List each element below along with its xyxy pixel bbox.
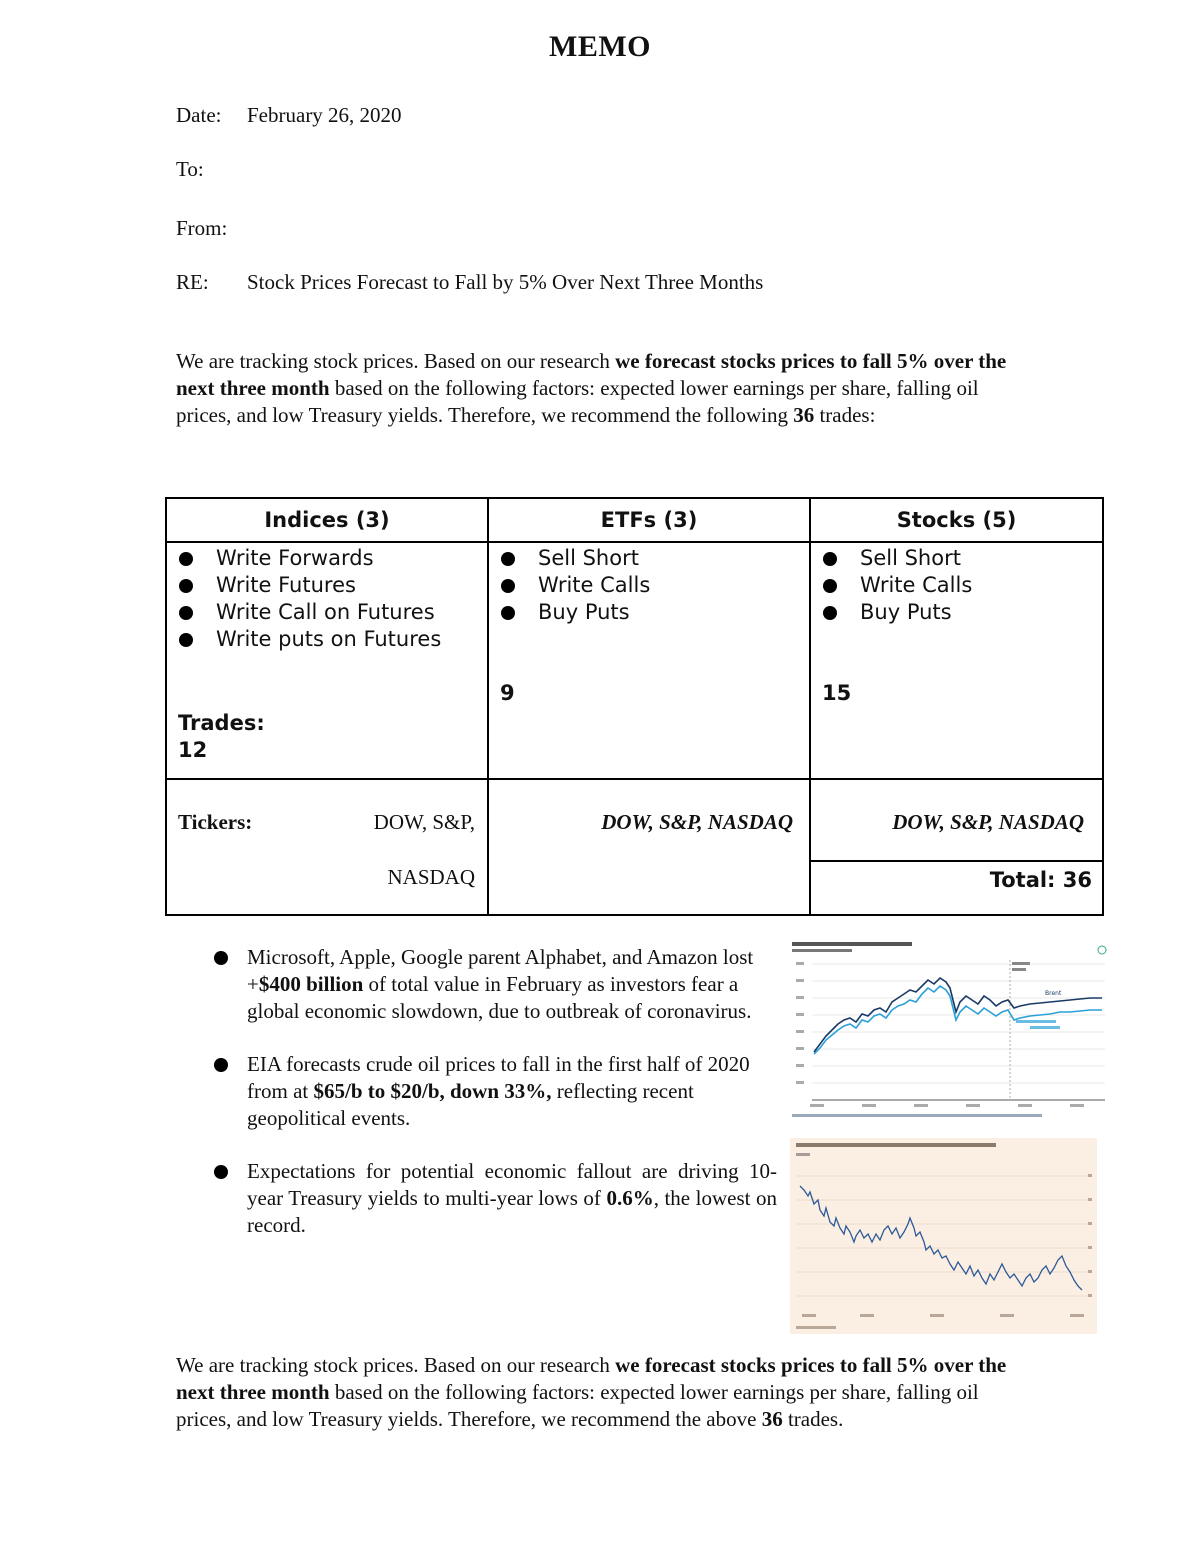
treasury-chart-svg: [790, 1138, 1097, 1334]
etf-tickers-cell: [488, 779, 810, 915]
list-item: Buy Puts: [860, 599, 1102, 626]
to-label: To:: [176, 157, 204, 181]
fact2-bold: $65/b to $20/b, down 33%,: [313, 1079, 552, 1103]
intro-trade-count: 36: [793, 403, 815, 427]
indices-tickers-cell: [166, 779, 488, 915]
fact1-text-b: of total value in February as investors fear a global economic slowdown, due to outbreak of coronavirus.: [247, 972, 752, 1023]
header-indices: Indices (3): [166, 498, 488, 542]
list-item: Sell Short: [860, 545, 1102, 572]
closing-text-c: trades.: [782, 1407, 844, 1431]
etf-tickers: DOW, S&P, NASDAQ: [601, 810, 793, 834]
treasury-yield-chart-image: [790, 1138, 1097, 1334]
stock-list: [811, 545, 1102, 626]
tickers-row: [166, 779, 1103, 915]
stock-tickers: DOW, S&P, NASDAQ: [892, 810, 1084, 834]
etf-list: [489, 545, 809, 626]
closing-text-b: based on the following factors: expected lower earnings per share, falling oil prices, and low Treasury yields. Therefore, we recommend the above: [176, 1380, 979, 1431]
indices-tickers-line2: NASDAQ: [387, 865, 475, 889]
trades-label: Trades:: [178, 711, 265, 735]
intro-text-a: We are tracking stock prices. Based on our research: [176, 349, 616, 373]
list-item: Buy Puts: [538, 599, 809, 626]
indices-count: 12: [178, 738, 208, 762]
date-line: [176, 103, 402, 128]
list-item: Write Call on Futures: [216, 599, 487, 626]
intro-paragraph: [176, 348, 1036, 429]
stock-tickers-cell: [810, 779, 1103, 915]
date-value: February 26, 2020: [247, 103, 402, 127]
header-etfs: ETFs (3): [488, 498, 810, 542]
re-value: Stock Prices Forecast to Fall by 5% Over Next Three Months: [247, 270, 764, 294]
fact2-text-a: EIA forecasts crude oil prices to fall in the first half of 2020 from at: [247, 1052, 750, 1103]
date-label: Date:: [176, 103, 222, 127]
oil-chart-svg: [790, 940, 1115, 1130]
etfs-cell: [488, 542, 810, 779]
list-item: [247, 1051, 777, 1132]
list-item: Sell Short: [538, 545, 809, 572]
to-line: [176, 157, 247, 182]
closing-bold: we forecast stocks prices to fall 5% over the next three month: [176, 1353, 1007, 1404]
tickers-label: Tickers:: [178, 810, 253, 834]
fact1-text-a: Microsoft, Apple, Google parent Alphabet, and Amazon lost +: [247, 945, 754, 996]
oil-price-chart-image: [790, 940, 1115, 1130]
from-label: From:: [176, 216, 228, 240]
list-item: [247, 944, 777, 1025]
list-item: Write puts on Futures: [216, 626, 487, 653]
list-item: Write Forwards: [216, 545, 487, 572]
brent-label: Brent: [1045, 990, 1062, 997]
fact2-text-b: reflecting recent geopolitical events.: [247, 1079, 694, 1130]
from-line: [176, 216, 247, 241]
intro-text-b: based on the following factors: expected lower earnings per share, falling oil prices, and low Treasury yields. Therefore, we recommend the following: [176, 376, 979, 427]
strategy-row: [166, 542, 1103, 779]
closing-paragraph: [176, 1352, 1036, 1433]
list-item: Write Futures: [216, 572, 487, 599]
stocks-cell: [810, 542, 1103, 779]
re-label: RE:: [176, 270, 209, 294]
closing-trade-count: 36: [761, 1407, 783, 1431]
etf-count: 9: [500, 681, 515, 705]
total-trades: Total: 36: [989, 868, 1092, 892]
fact3-bold: 0.6%: [606, 1186, 654, 1210]
intro-text-c: trades:: [814, 403, 876, 427]
re-line: [176, 270, 763, 295]
indices-cell: [166, 542, 488, 779]
indices-tickers-line1: DOW, S&P,: [373, 810, 475, 834]
table-header-row: [166, 498, 1103, 542]
facts-list: [247, 944, 777, 1265]
fact3-text-b: , the lowest on record.: [247, 1186, 777, 1237]
intro-bold: we forecast stocks prices to fall 5% over the next three month: [176, 349, 1007, 400]
fact3-text-a: Expectations for potential economic fallout are driving 10-year Treasury yields to multi-year lows of: [247, 1159, 777, 1210]
indices-trades: [178, 710, 265, 764]
list-item: [247, 1158, 777, 1239]
stock-count: 15: [822, 681, 852, 705]
total-divider: [811, 860, 1102, 862]
indices-list: [167, 545, 487, 653]
list-item: Write Calls: [538, 572, 809, 599]
list-item: Write Calls: [860, 572, 1102, 599]
closing-text-a: We are tracking stock prices. Based on our research: [176, 1353, 616, 1377]
header-stocks: Stocks (5): [810, 498, 1103, 542]
memo-title: MEMO: [549, 30, 651, 63]
fact1-bold: $400 billion: [258, 972, 364, 996]
trades-table: [165, 497, 1104, 916]
